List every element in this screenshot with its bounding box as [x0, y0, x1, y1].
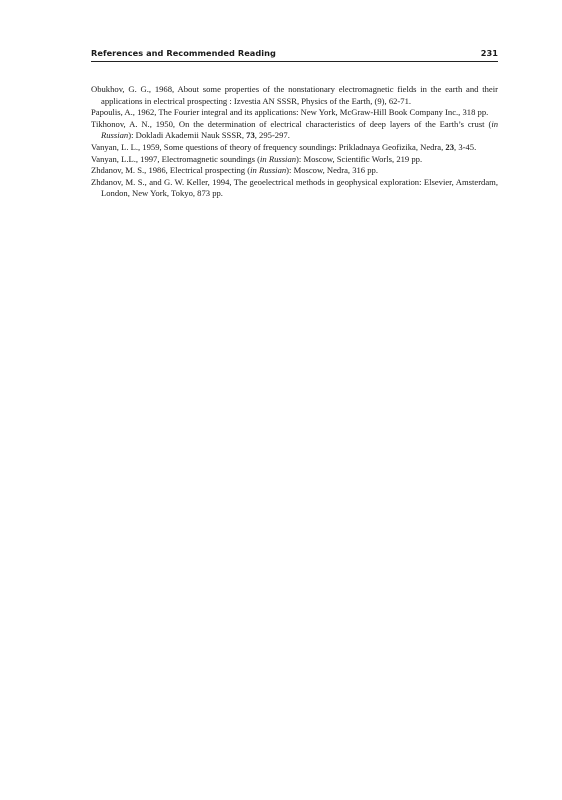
reference-entry: Vanyan, L.L., 1997, Electromagnetic soundings (in Russian): Moscow, Scientific Worls, 219 pp.: [91, 153, 423, 164]
reference-entry: Tikhonov, A. N., 1950, On the determination of electrical characteristics of deep layers of the Earth’s crust (in Russian): Dokladi Akademii Nauk SSSR, 73, 295-297.: [91, 118, 498, 141]
reference-entry: Vanyan, L. L., 1959, Some questions of theory of frequency soundings: Prikladnaya Geofizika, Nedra, 23, 3-45.: [91, 141, 477, 152]
reference-entry: Zhdanov, M. S., 1986, Electrical prospecting (in Russian): Moscow, Nedra, 316 pp.: [91, 165, 378, 176]
page: [91, 48, 498, 200]
reference-list: [91, 84, 498, 200]
page-number: 231: [480, 48, 498, 58]
running-head-title: References and Recommended Reading: [91, 48, 276, 58]
reference-entry: Zhdanov, M. S., and G. W. Keller, 1994, The geoelectrical methods in geophysical exploration: Elsevier, Amsterdam, London, New York, Tokyo, 873 pp.: [91, 176, 498, 199]
reference-entry: Papoulis, A., 1962, The Fourier integral and its applications: New York, McGraw-Hill Book Company Inc., 318 pp.: [91, 107, 489, 118]
running-head: [91, 48, 498, 62]
reference-entry: Obukhov, G. G., 1968, About some properties of the nonstationary electromagnetic fields in the earth and their applications in electrical prospecting : Izvestia AN SSSR, Physics of the Earth, (9), 62-71.: [91, 84, 498, 106]
